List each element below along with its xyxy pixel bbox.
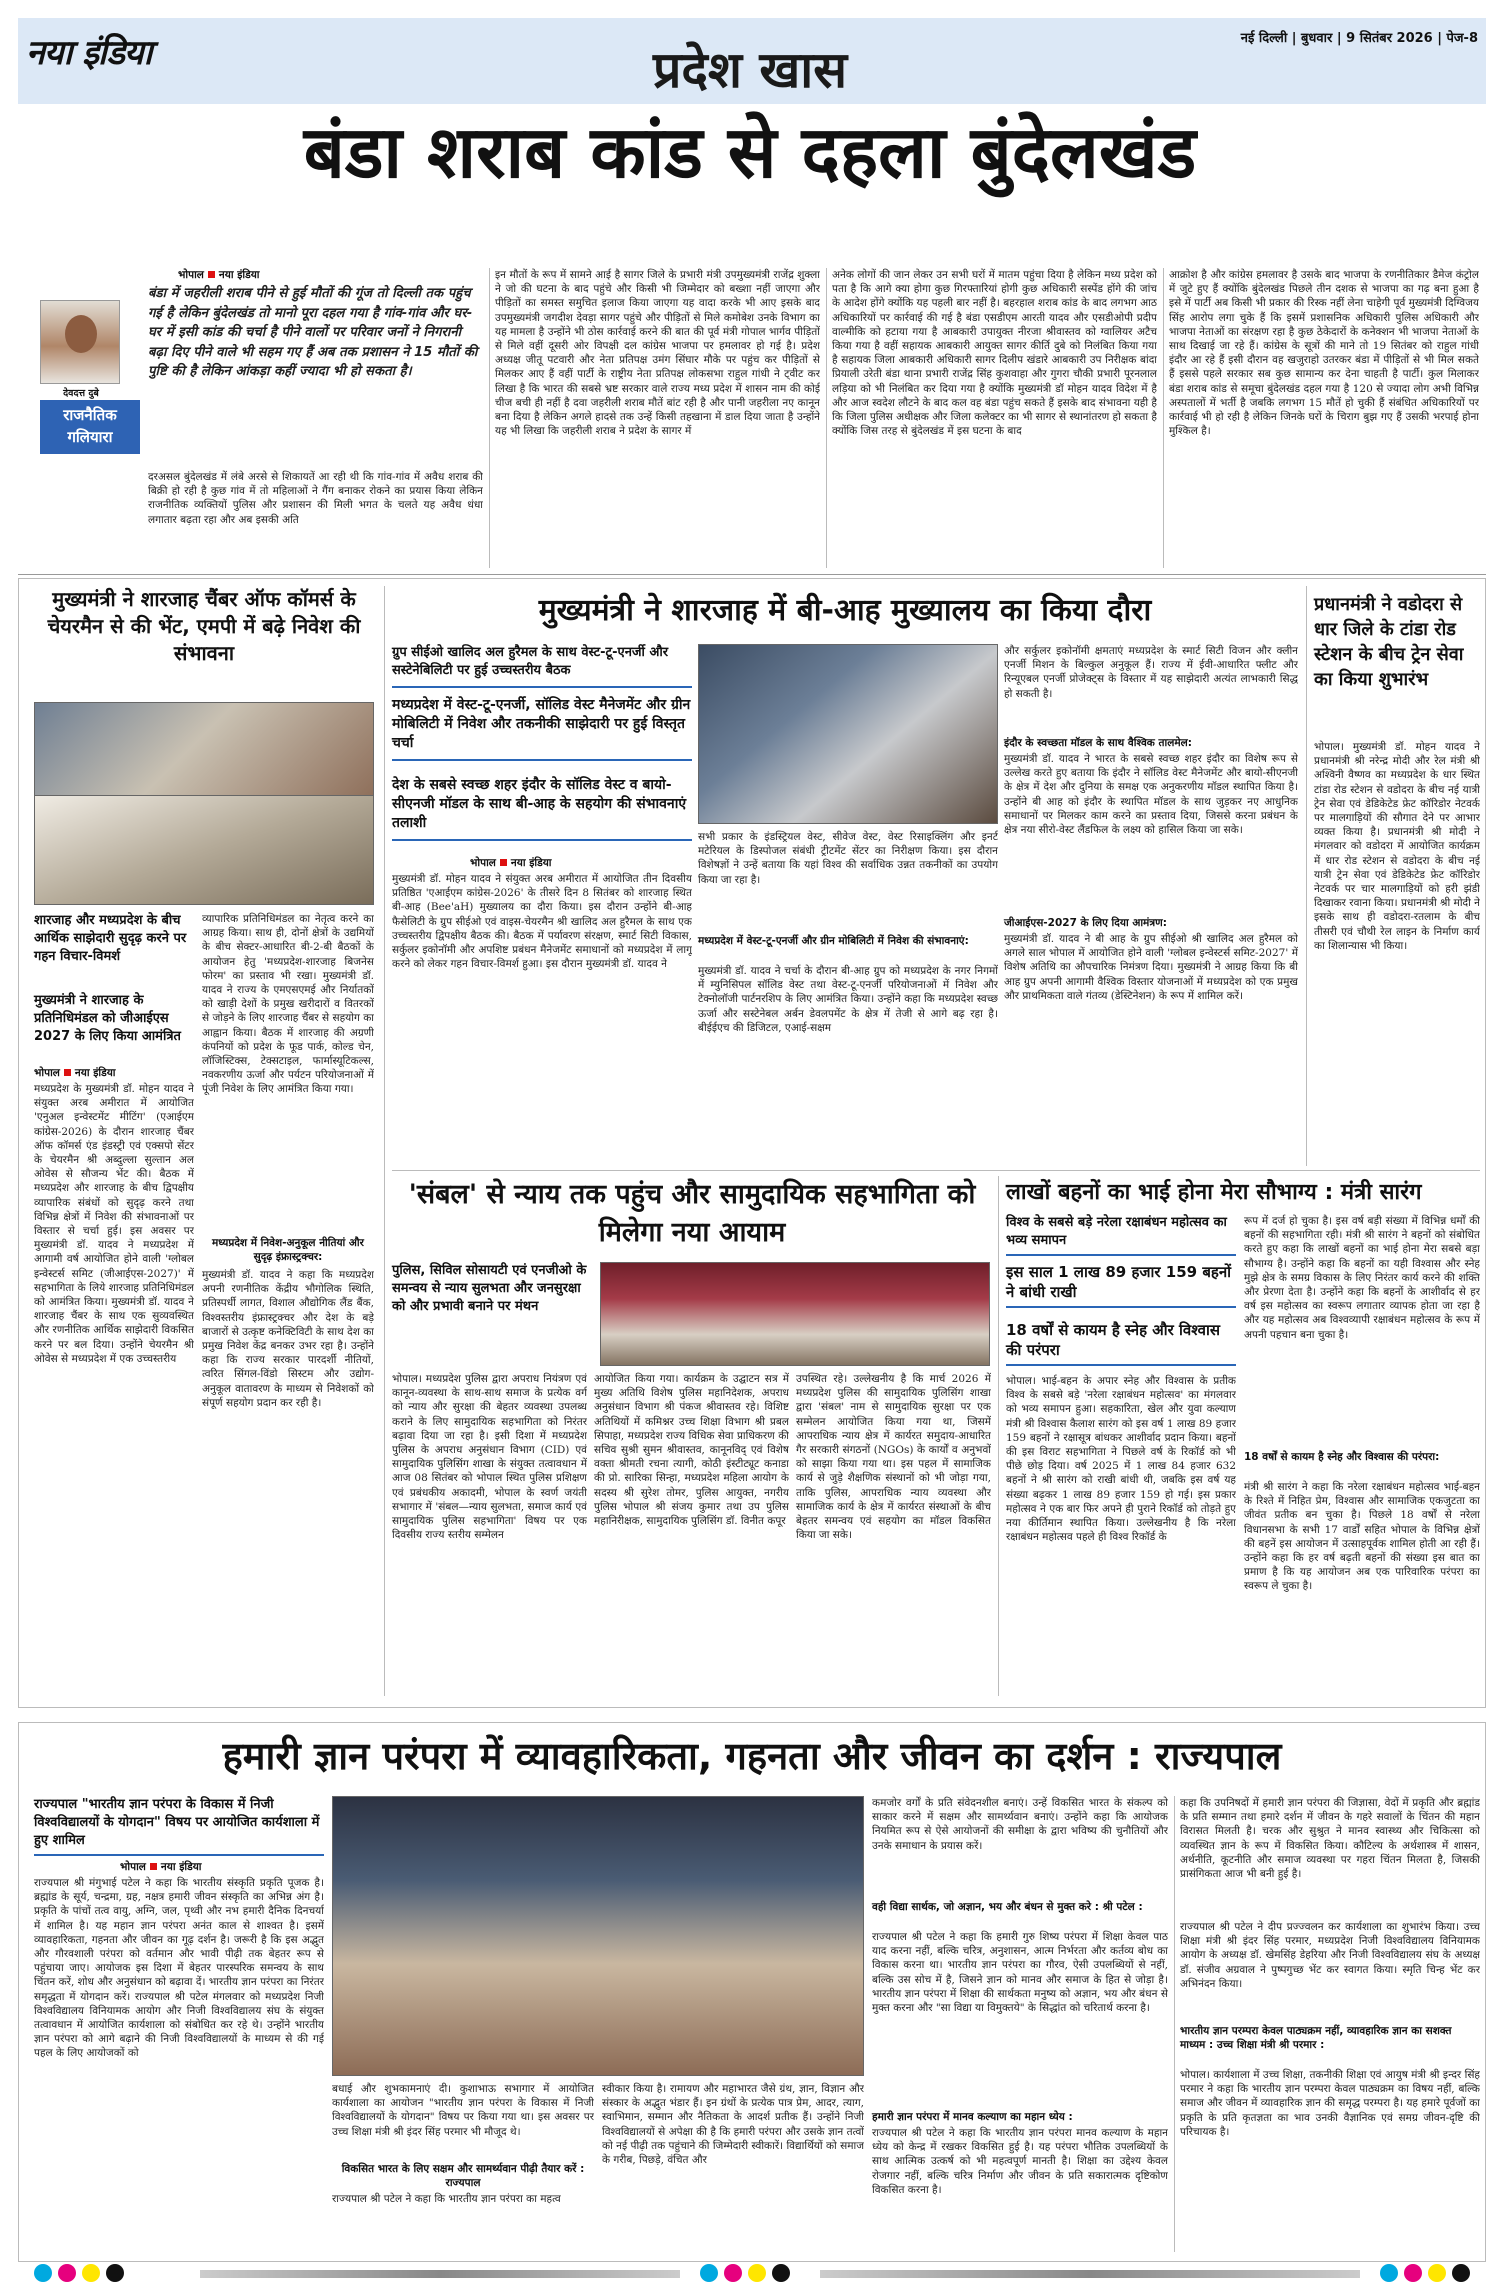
- sambal-sub: पुलिस, सिविल सोसायटी एवं एनजीओ के समन्वय से न्याय सुलभता और जनसुरक्षा को और प्रभावी बनाने पर मंथन: [392, 1263, 587, 1314]
- lead-col2: इन मौतों के रूप में सामने आई है सागर जिले के प्रभारी मंत्री उपमुख्यमंत्री राजेंद्र शुक्ला ने जो की घटना के बाद पहुंचे और किसी भी जिम्मेदार को बख्शा नहीं जाएगा और पीड़ितों का समस्त समुचित इलाज किया जाएगा यह वादा करके भी आए इसके बाद उपमुख्यमंत्री जगदीश देवड़ा सागर पहुंचे और पीड़ितों से मिले कमोबेश उनके विभाग का यह मामला है उन्होंने भी ठोस कार्रवाई करने की बात की पूर्व मंत्री गोपाल भार्गव पीड़ितों से मिले वहीं दूसरी ओर विपक्षी दल कांग्रेस भाजपा पर हमलावर हो गई है। प्रदेश अध्यक्ष जीतू पटवारी और नेता प्रतिपक्ष उमंग सिंघार मौके पर पहुंच कर पीड़ितों से मिलकर आए हैं वहीं पार्टी के राष्ट्रीय नेता प्रतिपक्ष लोकसभा राहुल गांधी ने ट्वीट कर लिखा है कि भारत की सबसे भ्रष्ट सरकार वाले राज्य मध्य प्रदेश में शासन नाम की कोई चीज बची ही नहीं है दवा जहरीली शराब मौतें बांट रही है और पानी जहरीला नए कानून बना दिया है लेकिन अगले हादसे तक उन्हें किसी तहखाना में डाल दिया जाता है उन्होंने यह भी लिखा कि जहरीली शराब ने प्रदेश के सागर में: [495, 269, 820, 438]
- governor-text-h: कहा कि उपनिषदों में हमारी ज्ञान परंपरा की जिज्ञासा, वेदों में प्रकृति और ब्रह्मांड के प्रति सम्मान तथा हमारे दर्शन में जीवन के गहरे सवालों के चिंतन की महान विरासत मिलती है। चरक और सुश्रुत ने मानव स्वास्थ्य और चिकित्सा को व्यवस्थित ज्ञान के रूप में विकसित किया। कौटिल्य के अर्थशास्त्र में शासन, अर्थनीति, कूटनीति और समाज व्यवस्था पर गहरा चिंतन मिलता है, जिसकी प्रासंगिकता आज भी बनी हुई है।: [1180, 1797, 1480, 1881]
- chamber-group-photo: [34, 795, 374, 905]
- governor-sub: राज्यपाल "भारतीय ज्ञान परंपरा के विकास में निजी विश्वविद्यालयों के योगदान" विषय पर आयोजित कार्यशाला में हुए शामिल: [34, 1796, 324, 1856]
- governor-inline-heading3: हमारी ज्ञान परंपरा में मानव कल्याण का महान ध्येय :: [872, 2111, 1073, 2123]
- byline-place: भोपाल: [470, 857, 496, 869]
- sarang-text-b: रूप में दर्ज हो चुका है। इस वर्ष बड़ी संख्या में विभिन्न धर्मों की बहनों की सहभागिता रही। मंत्री श्री सारंग ने बहनों को संबोधित करते हुए कहा कि लाखों बहनों का भाई होना मेरा सबसे बड़ा सौभाग्य है। उन्होंने कहा कि बहनों का यही विश्वास और स्नेह मुझे क्षेत्र के समग्र विकास के लिए निरंतर कार्य करने की शक्ति और प्रेरणा देता है। उन्होंने कहा कि बहनों के आशीर्वाद से हर वर्ष इस महोत्सव का स्वरूप लगातार व्यापक होता जा रहा है और यह महोत्सव अब विश्वव्यापी रक्षाबंधन महोत्सव के रूप में अपनी पहचान बना चुका है।: [1244, 1215, 1480, 1341]
- yellow-dot-icon: [1428, 2264, 1446, 2282]
- byline-square-icon: [208, 271, 215, 278]
- governor-inline-heading: विकसित भारत के लिए सक्षम और सामर्थ्यवान पीढ़ी तैयार करें : राज्यपाल: [341, 2163, 585, 2189]
- dateline: नई दिल्ली | बुधवार | 9 सितंबर 2026 | पेज-8: [1240, 31, 1478, 46]
- byline-source: नया इंडिया: [74, 1067, 116, 1079]
- sharjah-left-sub2: मुख्यमंत्री ने शारजाह के प्रतिनिधिमंडल को जीआईएस 2027 के लिए किया आमंत्रित: [34, 993, 181, 1044]
- governor-inline-heading4: भारतीय ज्ञान परम्परा केवल पाठ्यक्रम नहीं, व्यावहारिक ज्ञान का सशक्त माध्यम : उच्च शिक्षा मंत्री श्री परमार :: [1180, 2025, 1452, 2051]
- governor-headline: हमारी ज्ञान परंपरा में व्यावहारिकता, गहनता और जीवन का दर्शन : राज्यपाल: [222, 1734, 1282, 1778]
- sharjah-main-inline-heading3: जीआईएस-2027 के लिए दिया आमंत्रण:: [1004, 917, 1167, 929]
- sarang-inline-heading: 18 वर्षों से कायम है स्नेह और विश्वास की परंपरा:: [1244, 1451, 1440, 1463]
- governor-text-a: राज्यपाल श्री मंगुभाई पटेल ने कहा कि भारतीय संस्कृति प्रकृति पूजक है। ब्रह्मांड के सूर्य, चन्द्रमा, ग्रह, नक्षत्र हमारी जीवन संस्कृति का अभिन्न अंग है। प्रकृति के पांचों तत्व वायु, अग्नि, जल, पृथ्वी और नभ हमारी दैनिक दिनचर्या में शामिल है। यह महान ज्ञान परंपरा अनंत काल से शाश्वत है। इसमें व्यावहारिकता, गहनता और जीवन का गूढ़ दर्शन है। जरूरी है कि इस अद्भुत और गौरवशाली परंपरा को वर्तमान और भावी पीढ़ी तक बेहतर रूप से पहुंचाया जाए। आयोजक इस दिशा में बेहतर पारस्परिक समन्वय के साथ चिंतन करें, शोध और अनुसंधान को बढ़ावा दें। भारतीय ज्ञान परंपरा का निरंतर समृद्धता में योगदान करें। राज्यपाल श्री पटेल मंगलवार को मध्यप्रदेश निजी विश्वविद्यालय विनियामक आयोग और निजी विश्वविद्यालय संघ के संयुक्त तत्वावधान में आयोजित कार्यशाला को संबोधित कर रहे थे। उन्होंने भारतीय ज्ञान परंपरा को आगे बढ़ाने की निजी विश्वविद्यालयों के माध्यम से की गई पहल के लिए आयोजकों को: [34, 1877, 324, 2060]
- byline-place: भोपाल: [120, 1861, 146, 1873]
- sharjah-main-sub3: देश के सबसे स्वच्छ शहर इंदौर के सॉलिड वेस्ट व बायो-सीएनजी मॉडल के साथ बी-आह के सहयोग की संभावनाएं तलाशी: [392, 776, 692, 841]
- governor-text-i: राज्यपाल श्री पटेल ने दीप प्रज्ज्वलन कर कार्यशाला का शुभारंभ किया। उच्च शिक्षा मंत्री श्री इंदर सिंह परमार, मध्यप्रदेश निजी विश्वविद्यालय विनियामक आयोग के अध्यक्ष डॉ. खेमसिंह डेहरिया और निजी विश्वविद्यालय संघ के अध्यक्ष डॉ. संजीव अग्रवाल ने पुष्पगुच्छ भेंट कर स्वागत किया। स्मृति चिन्ह भेंट कर अभिनंदन किया।: [1180, 1921, 1480, 1990]
- sharjah-left-text-c: मुख्यमंत्री डॉ. यादव ने कहा कि मध्यप्रदेश अपनी रणनीतिक केंद्रीय भौगोलिक स्थिति, प्रतिस्पर्धी लागत, विशाल औद्योगिक लैंड बैंक, विश्वस्तरीय इंफ्रास्ट्रक्चर और देश के बड़े बाजारों से उत्कृष्ट कनेक्टिविटी के साथ देश का प्रमुख निवेश केंद्र बनकर उभर रहा है। उन्होंने कहा कि राज्य सरकार पारदर्शी नीतियों, त्वरित सिंगल-विंडो सिस्टम और उद्योग-अनुकूल वातावरण के माध्यम से निवेशकों को संपूर्ण सहयोग प्रदान कर रही है।: [202, 1269, 374, 1409]
- magenta-dot-icon: [1404, 2264, 1422, 2282]
- section-title: प्रदेश खास: [652, 41, 848, 99]
- sambal-text-b: आयोजित किया गया। कार्यक्रम के उद्घाटन सत्र में मुख्य अतिथि विशेष पुलिस महानिदेशक, अपराध अनुसंधान विभाग श्री पंकज श्रीवास्तव रहे। विशिष्ट अतिथियों में कमिश्नर उच्च शिक्षा विभाग श्री प्रबल सिपाहा, मध्यप्रदेश राज्य विधिक सेवा प्राधिकरण की सचिव सुश्री सुमन श्रीवास्तव, कानूनविद् एवं विशेष वक्ता श्रीमती रचना त्यागी, कोठी इंस्टीट्यूट कनाडा की प्रो. सारिका सिन्हा, मध्यप्रदेश महिला आयोग के सदस्य श्री सुरेश तोमर, पुलिस आयुक्त, नगरीय पुलिस भोपाल श्री संजय कुमार तथा उप पुलिस महानिरीक्षक, सामुदायिक पुलिसिंग डॉ. विनीत कपूर: [594, 1373, 789, 1528]
- byline-source: नया इंडिया: [160, 1861, 202, 1873]
- byline-square-icon: [150, 1863, 157, 1870]
- cyan-dot-icon: [1380, 2264, 1398, 2282]
- cyan-dot-icon: [700, 2264, 718, 2282]
- yellow-dot-icon: [82, 2264, 100, 2282]
- sharjah-main-byline: [470, 856, 552, 870]
- author-name: देवदत्त दुबे: [63, 388, 99, 399]
- magenta-dot-icon: [58, 2264, 76, 2282]
- sharjah-main-text-e: मुख्यमंत्री डॉ. यादव ने भारत के सबसे स्वच्छ शहर इंदौर का विशेष रूप से उल्लेख करते हुए बताया कि इंदौर ने सॉलिड वेस्ट मैनेजमेंट और बायो-सीएनजी के क्षेत्र में देश और दुनिया के समक्ष एक अनुकरणीय मॉडल स्थापित किया है। उन्होंने बी आह को इंदौर के स्थापित मॉडल के साथ जुड़कर नए आधुनिक समाधानों पर मिलकर काम करने का प्रस्ताव दिया, जिससे करना प्रबंधन के क्षेत्र नया सीरो-वेस्ट लैंडफिल के लक्ष्य को हासिल किया जा सके।: [1004, 753, 1298, 837]
- author-face-icon: [65, 315, 97, 353]
- sarang-text-c: मंत्री श्री सारंग ने कहा कि नरेला रक्षाबंधन महोत्सव भाई-बहन के रिश्ते में निहित प्रेम, विश्वास और सामाजिक एकजुटता का जीवंत प्रतीक बन चुका है। पिछले 18 वर्षों से नरेला विधानसभा के सभी 17 वार्डों सहित भोपाल के विभिन्न क्षेत्रों की बहनें इस आयोजन में उत्साहपूर्वक शामिल होती आ रही हैं। उन्होंने कहा कि हर वर्ष बढ़ती बहनों की संख्या इस बात का प्रमाण है कि यह आयोजन अब एक पारिवारिक परंपरा का स्वरूप ले चुका है।: [1244, 1481, 1480, 1593]
- sharjah-main-inline-heading: मध्यप्रदेश में वेस्ट-टू-एनर्जी और ग्रीन मोबिलिटी में निवेश की संभावनाएं:: [698, 935, 969, 947]
- cyan-dot-icon: [34, 2264, 52, 2282]
- author-photo: [40, 300, 120, 384]
- paper-name: नया इंडिया: [26, 33, 152, 73]
- byline-place: भोपाल: [34, 1067, 60, 1079]
- black-dot-icon: [772, 2264, 790, 2282]
- sarang-text-a: भोपाल। भाई-बहन के अपार स्नेह और विश्वास के प्रतीक विश्व के सबसे बड़े 'नरेला रक्षाबंधन महोत्सव' का मंगलवार को भव्य समापन हुआ। सहकारिता, खेल और युवा कल्याण मंत्री श्री विश्वास कैलाश सारंग को इस वर्ष 1 लाख 89 हजार 159 बहनों ने रक्षासूत्र बांधकर आशीर्वाद प्रदान किया। बहनों की इस विराट सहभागिता ने पिछले वर्ष के रिकॉर्ड को भी पीछे छोड़ दिया। वर्ष 2025 में 1 लाख 84 हजार 632 बहनों ने श्री सारंग को राखी बांधी थी, जबकि इस वर्ष यह संख्या बढ़कर 1 लाख 89 हजार 159 हो गई। इस प्रकार महोत्सव ने एक बार फिर अपने ही पुराने रिकॉर्ड को तोड़ते हुए नया कीर्तिमान स्थापित किया। उल्लेखनीय है कि नरेला रक्षाबंधन महोत्सव पहले ही विश्व रिकॉर्ड के: [1006, 1375, 1236, 1544]
- lead-intro: बंडा में जहरीली शराब पीने से हुई मौतों की गूंज तो दिल्ली तक पहुंच गई है लेकिन बुंदेलखंड तो मानो पूरा दहल गया है गांव-गांव और घर-घर में इसी कांड की चर्चा है पीने वालों पर परिवार जनों ने निगरानी बढ़ा दिए पीने वाले भी सहम गए हैं अब तक प्रशासन ने 15 मौतों की पुष्टि की है लेकिन आंकड़ा कहीं ज्यादा भी हो सकता है।: [148, 286, 478, 379]
- byline-source: नया इंडिया: [510, 857, 552, 869]
- column-name-box: [40, 400, 140, 454]
- governor-text-b: बधाई और शुभकामनाएं दी। कुशाभाऊ सभागार में आयोजित कार्यशाला का आयोजन "भारतीय ज्ञान परंपरा के विकास में निजी विश्वविद्यालयों के योगदान" विषय पर किया गया था। इस अवसर पर उच्च शिक्षा मंत्री श्री इंदर सिंह परमार भी मौजूद थे।: [332, 2083, 594, 2138]
- sharjah-main-text-c: मुख्यमंत्री डॉ. यादव ने चर्चा के दौरान बी-आह ग्रुप को मध्यप्रदेश के नगर निगमों में म्युनिसिपल सॉलिड वेस्ट तथा वेस्ट-टू-एनर्जी परियोजनाओं में निवेश और टेक्नोलॉजी पार्टनरशिप के लिए आमंत्रित किया। उन्होंने कहा कि मध्यप्रदेश स्वच्छ ऊर्जा और सस्टेनेबल अर्बन डेवलपमेंट के क्षेत्र में तेजी से आगे बढ़ रहा है। बीईईएच की डिजिटल, एआई-सक्षम: [698, 965, 998, 1034]
- lead-byline: [178, 268, 260, 282]
- print-marks-center: [700, 2264, 796, 2282]
- byline-square-icon: [500, 859, 507, 866]
- black-dot-icon: [106, 2264, 124, 2282]
- sharjah-main-inline-heading2: इंदौर के स्वच्छता मॉडल के साथ वैश्विक तालमेल:: [1004, 737, 1192, 749]
- magenta-dot-icon: [724, 2264, 742, 2282]
- sharjah-main-text-a: मुख्यमंत्री डॉ. मोहन यादव ने संयुक्त अरब अमीरात में आयोजित तीन दिवसीय प्रतिष्ठित 'एआईएम कांग्रेस-2026' के तीसरे दिन 8 सितंबर को शारजाह स्थित बी-आह (Bee'aH) मुख्यालय का दौरा किया। इस दौरान उन्होंने बी-आह फैसेलिटी के ग्रुप सीईओ एवं वाइस-चेयरमैन श्री खालिद अल हुरैमल के साथ एक उच्चस्तरीय द्विपक्षीय बैठक की। बैठक में पर्यावरण संरक्षण, स्मार्ट सिटी विकास, सर्कुलर इकोनॉमी और अपशिष्ट प्रबंधन मैनेजमेंट समाधानों को मध्यप्रदेश में लागू करने को लेकर गहन विचार-विमर्श हुआ। इस दौरान मुख्यमंत्री डॉ. यादव ने: [392, 873, 692, 971]
- lead-col3: अनेक लोगों की जान लेकर उन सभी घरों में मातम पहुंचा दिया है लेकिन मध्य प्रदेश को पता है कि आगे क्या होगा कुछ गिरफ्तारियां होगी कुछ अधिकारी सस्पेंड होंगे की जांच के आदेश होंगे क्योंकि यह पहली बार नहीं है। बहरहाल शराब कांड के बाद लगभग आठ अधिकारियों पर कार्रवाई की गई है बंडा एसडीएम आरती यादव और एसडीओपी प्रदीप वाल्मीकि को हटाया गया है आबकारी उपायुक्त नीरजा श्रीवास्तव को ग्वालियर अटैच किया गया है वहीं सहायक आबकारी आयुक्त सागर कीर्ति दुबे को निलंबित किया गया है सहायक जिला आबकारी अधिकारी सागर दिलीप खंडारे आबकारी उप निरीक्षक बांदा प्रियाली उरेती बंडा थाना प्रभारी राजेंद्र सिंह कुशवाहा और गुगरा चौकी प्रभारी पूरनलाल लड़िया को भी निलंबित कर दिया गया है क्योंकि मुख्यमंत्री डॉ मोहन यादव विदेश में है और आज स्वदेश लौटने के बाद कल वह बंडा पहुंच सकते हैं इसके बाद संभावना यही है कि जिला पुलिस अधीक्षक और जिला कलेक्टर का भी सागर से स्थानांतरण हो सकता है क्योंकि जिस तरह से बुंदेलखंड में इस घटना के बाद: [832, 269, 1157, 438]
- governor-text-d: स्वीकार किया है। रामायण और महाभारत जैसे ग्रंथ, ज्ञान, विज्ञान और संस्कार के अद्भुत भंडार हैं। इन ग्रंथों के प्रत्येक पात्र प्रेम, आदर, त्याग, स्वाभिमान, सम्मान और नैतिकता के आदर्श प्रतीक हैं। उन्होंने निजी विश्वविद्यालयों से अपेक्षा की है कि हमारी परंपरा और उसके ज्ञान तत्वों को नई पीढ़ी तक पहुंचाने की जिम्मेदारी स्वीकारें। विद्यार्थियों को समाज के गरीब, पिछड़े, वंचित और: [602, 2083, 864, 2167]
- governor-text-g: राज्यपाल श्री पटेल ने कहा कि भारतीय ज्ञान परंपरा मानव कल्याण के महान ध्येय को केन्द्र में रखकर विकसित हुई है। यह परंपरा भौतिक उपलब्धियों के साथ आत्मिक उत्कर्ष को भी महत्वपूर्ण मानती है। शिक्षा का उद्देश्य केवल रोजगार नहीं, बल्कि चरित्र निर्माण और जीवन के प्रति सकारात्मक दृष्टिकोण विकसित करना है।: [872, 2127, 1168, 2196]
- sharjah-main-headline: मुख्यमंत्री ने शारजाह में बी-आह मुख्यालय का किया दौरा: [538, 593, 1152, 628]
- byline-place: भोपाल: [178, 269, 204, 281]
- sharjah-left-text-a: मध्यप्रदेश के मुख्यमंत्री डॉ. मोहन यादव ने संयुक्त अरब अमीरात में आयोजित 'एनुअल इन्वेस्टमेंट मीटिंग' (एआईएम कांग्रेस-2026) के दौरान शारजाह चैंबर ऑफ कॉमर्स एंड इंडस्ट्री एवं एक्सपो सेंटर के चेयरमैन श्री अब्दुल्ला सुल्तान अल ओवेस से सौजन्य भेंट की। बैठक में मध्यप्रदेश और शारजाह के बीच द्विपक्षीय व्यापारिक संबंधों को सुदृढ़ करने तथा विभिन्न क्षेत्रों में निवेश की संभावनाओं पर विस्तार से चर्चा हुई। इस अवसर पर मुख्यमंत्री डॉ. यादव ने मध्यप्रदेश में आगामी वर्ष आयोजित होने वाली 'ग्लोबल इन्वेस्टर्स समिट (जीआईएस-2027)' में सहभागिता के लिये शारजाह प्रतिनिधिमंडल को आमंत्रित किया। मुख्यमंत्री डॉ. यादव ने शारजाह चैंबर के साथ एक सुव्यवस्थित और रणनीतिक आर्थिक साझेदारी विकसित करने पर बल दिया। उन्होंने चेयरमैन श्री ओवेस से मध्यप्रदेश में एक उच्चस्तरीय: [34, 1083, 194, 1365]
- sharjah-main-text-f: मुख्यमंत्री डॉ. यादव ने बी आह के ग्रुप सीईओ श्री खालिद अल हुरैमल को अगले साल भोपाल में आयोजित होने वाली 'ग्लोबल इन्वेस्टर्स समिट-2027' में विशेष अतिथि का औपचारिक निमंत्रण दिया। मुख्यमंत्री ने आग्रह किया कि बी आह ग्रुप अपनी आगामी वैश्विक विस्तार योजनाओं में मध्यप्रदेश को एक प्रमुख और प्राथमिकता वाले गंतव्य (डेस्टिनेशन) के रूप में शामिल करें।: [1004, 933, 1298, 1002]
- sharjah-left-text-b: व्यापारिक प्रतिनिधिमंडल का नेतृत्व करने का आग्रह किया। साथ ही, दोनों क्षेत्रों के उद्यमियों के बीच सेक्टर-आधारित बी-2-बी बैठकों के आयोजन हेतु 'मध्यप्रदेश-शारजाह बिजनेस फोरम' का प्रस्ताव भी रखा। मुख्यमंत्री डॉ. यादव ने राज्य के एमएसएमई और निर्यातकों को खाड़ी देशों के प्रमुख खरीदारों व वितरकों से जोड़ने के लिए शारजाह चैंबर से सहयोग का आह्वान किया। बैठक में शारजाह की अग्रणी कंपनियों को प्रदेश के फूड पार्क, कोल्ड चेन, लॉजिस्टिक्स, टेक्सटाइल, फार्मास्यूटिकल्स, नवकरणीय ऊर्जा और पर्यटन परियोजनाओं में पूंजी निवेश के लिए आमंत्रित किया गया।: [202, 913, 374, 1096]
- sarang-sub3: 18 वर्षों से कायम है स्नेह और विश्वास की परंपरा: [1006, 1320, 1236, 1366]
- color-bar: [200, 2270, 680, 2278]
- vadodara-text: भोपाल। मुख्यमंत्री डॉ. मोहन यादव ने प्रधानमंत्री श्री नरेन्द्र मोदी और रेल मंत्री श्री अश्विनी वैष्णव का मध्यप्रदेश के धार स्थित टांडा रोड स्टेशन से वडोदरा के बीच नई यात्री ट्रेन सेवा एवं डेडिकेटेड फ्रेट कॉरिडोर नेटवर्क पर मालगाड़ियों की सौगात देने पर आभार व्यक्त किया है। प्रधानमंत्री श्री मोदी ने मंगलवार को वडोदरा में आयोजित कार्यक्रम में धार रोड स्टेशन से वडोदरा के बीच नई यात्री ट्रेन सेवा एवं डेडिकेटेड फ्रेट कॉरिडोर नेटवर्क पर चार मालगाड़ियों को हरी झंडी दिखाकर रवाना किया। प्रधानमंत्री श्री मोदी ने इसके साथ ही वडोदरा-रतलाम के बीच तीसरी एवं चौथी रेल लाइन के निर्माण कार्य का शिलान्यास भी किया।: [1314, 741, 1480, 952]
- governor-byline: [120, 1860, 202, 1874]
- lead-col4: आक्रोश है और कांग्रेस हमलावर है उसके बाद भाजपा के रणनीतिकार डैमेज कंट्रोल में जुटे हुए हैं क्योंकि बुंदेलखंड पिछले तीन दशक से भाजपा का गढ़ बना हुआ है इसे में पार्टी अब किसी भी प्रकार की रिस्क नहीं लेना चाहेगी पूर्व मुख्यमंत्री दिग्विजय सिंह आरोप लगा चुके हैं कि इसमें प्रशासनिक अधिकारी पुलिस अधिकारी और भाजपा नेताओं का संरक्षण रहा है कुछ ठेकेदारों के कनेक्शन भी भाजपा नेताओं के साथ दिखाई जा रहे हैं। कांग्रेस के सूत्रों की माने तो 19 सितंबर को राहुल गांधी इंदौर आ रहे हैं इसी दौरान वह खजुराहो उतरकर बंडा में पीड़ितों से भी मिल सकते हैं इससे पहले सरकार सब कुछ सामान्य कर देना चाहती है पार्टी। कुल मिलाकर बंडा शराब कांड से समूचा बुंदेलखंड दहल गया है 120 से ज्यादा लोग अभी विभिन्न अस्पतालों में भर्ती है जबकि लगभग 15 मौतें हो चुकी हैं संबंधित अधिकारियों पर कार्रवाई भी हो रही है लेकिन जिनके घरों के चिराग बुझ गए हैं उसकी भरपाई होना मुश्किल है।: [1169, 269, 1479, 438]
- governor-inline-heading2: वही विद्या सार्थक, जो अज्ञान, भय और बंधन से मुक्त करे : श्री पटेल :: [872, 1901, 1143, 1913]
- sharjah-main-text-b: सभी प्रकार के इंडस्ट्रियल वेस्ट, सीवेज वेस्ट, वेस्ट रिसाइक्लिंग और इनर्ट मटेरियल के डिस्पोजल संबंधी ट्रीटमेंट सेंटर का निरीक्षण किया। इस दौरान विशेषज्ञों ने उन्हें बताया कि यहां विश्व की सर्वाधिक उन्नत तकनीकों का उपयोग किया जा रहा है।: [698, 831, 998, 886]
- sharjah-left-headline: मुख्यमंत्री ने शारजाह चैंबर ऑफ कॉमर्स के चेयरमैन से की भेंट, एमपी में बढ़े निवेश की संभावना: [47, 587, 361, 665]
- sharjah-left-inline-heading: मध्यप्रदेश में निवेश-अनुकूल नीतियां और सुदृढ़ इंफ्रास्ट्रक्चर:: [212, 1237, 364, 1263]
- byline-square-icon: [64, 1069, 71, 1076]
- sarang-sub2: इस साल 1 लाख 89 हजार 159 बहनों ने बांधी राखी: [1006, 1262, 1236, 1308]
- print-marks-right: [1380, 2264, 1476, 2282]
- sharjah-main-text-d: और सर्कुलर इकोनॉमी क्षमताएं मध्यप्रदेश के स्मार्ट सिटी विजन और क्लीन एनर्जी मिशन के बिल्कुल अनुकूल हैं। राज्य में ईवी-आधारित फ्लीट और रिन्यूएबल एनर्जी प्रोजेक्ट्स के विस्तार में यह साझेदारी अत्यंत लाभकारी सिद्ध हो सकती है।: [1004, 645, 1298, 700]
- lead-col1: दरअसल बुंदेलखंड में लंबे अरसे से शिकायतें आ रही थी कि गांव-गांव में अवैध शराब की बिक्री हो रही है कुछ गांव में तो महिलाओं ने गैंग बनाकर रोकने का प्रयास किया लेकिन राजनीतिक व्यक्तियों पुलिस और प्रशासन की मिली भगत के चलते यह अवैध धंधा लगातार बढ़ता रहा और अब इसकी अति: [148, 471, 483, 526]
- vadodara-headline: प्रधानमंत्री ने वडोदरा से धार जिले के टांडा रोड स्टेशन के बीच ट्रेन सेवा का किया शुभारंभ: [1314, 594, 1464, 690]
- governor-text-e: कमजोर वर्गों के प्रति संवेदनशील बनाएं। उन्हें विकसित भारत के संकल्प को साकार करने में सक्षम और सामर्थ्यवान बनाएं। उन्होंने कहा कि आयोजक नियमित रूप से ऐसे आयोजनों की समीक्षा के द्वारा भविष्य की चुनौतियों और उनके समाधान के प्रयास करें।: [872, 1797, 1168, 1852]
- sharjah-main-sub2: मध्यप्रदेश में वेस्ट-टू-एनर्जी, सॉलिड वेस्ट मैनेजमेंट और ग्रीन मोबिलिटी में निवेश और तकनीकी साझेदारी पर हुई विस्तृत चर्चा: [392, 696, 692, 761]
- governor-workshop-photo: [332, 1796, 864, 2076]
- print-marks-left: [34, 2264, 130, 2282]
- sambal-text-c: उपस्थित रहे। उल्लेखनीय है कि मार्च 2026 में मध्यप्रदेश पुलिस की सामुदायिक पुलिसिंग शाखा द्वारा 'संबल' नाम से सामुदायिक सुरक्षा पर एक सम्मेलन आयोजित किया गया था, जिसमें आपराधिक न्याय क्षेत्र में कार्यरत समुदाय-आधारित गैर सरकारी संगठनों (NGOs) के कार्यों व अनुभवों को साझा किया गया था। इस पहल में सामाजिक कार्य से जुड़े शैक्षणिक संस्थानों को भी जोड़ा गया, ताकि पुलिस, आपराधिक न्याय व्यवस्था और सामाजिक कार्य के क्षेत्र में कार्यरत संस्थाओं के बीच बेहतर समन्वय एवं सहयोग का मॉडल विकसित किया जा सके।: [796, 1373, 991, 1542]
- sarang-headline: लाखों बहनों का भाई होना मेरा सौभाग्य : मंत्री सारंग: [1006, 1180, 1422, 1205]
- lead-headline: बंडा शराब कांड से दहला बुंदेलखंड: [303, 110, 1197, 194]
- color-bar: [820, 2270, 1360, 2278]
- sambal-text-a: भोपाल। मध्यप्रदेश पुलिस द्वारा अपराध नियंत्रण एवं कानून-व्यवस्था के साथ-साथ समाज के प्रत्येक वर्ग को न्याय और सुरक्षा की बेहतर व्यवस्था उपलब्ध कराने के लिए सामुदायिक सहभागिता को निरंतर बढ़ावा दिया जा रहा है। इसी दिशा में मध्यप्रदेश पुलिस के अपराध अनुसंधान विभाग (CID) एवं सामुदायिक पुलिसिंग शाखा के संयुक्त तत्वावधान में आज 08 सितंबर को भोपाल स्थित पुलिस प्रशिक्षण एवं प्रबंधकीय अकादमी, भोपाल के स्वर्ण जयंती सभागार में 'संबल—न्याय सुलभता, समाज कार्य एवं सामुदायिक पुलिस सहभागिता' विषय पर एक दिवसीय राज्य स्तरीय सम्मेलन: [392, 1373, 587, 1542]
- sharjah-left-byline: [34, 1066, 116, 1080]
- yellow-dot-icon: [748, 2264, 766, 2282]
- governor-text-c: राज्यपाल श्री पटेल ने कहा कि भारतीय ज्ञान परंपरा का महत्व: [332, 2193, 561, 2205]
- sarang-sub1: विश्व के सबसे बड़े नरेला रक्षाबंधन महोत्सव का भव्य समापन: [1006, 1214, 1236, 1256]
- governor-text-f: राज्यपाल श्री पटेल ने कहा कि हमारी गुरु शिष्य परंपरा में शिक्षा केवल पाठ याद करना नहीं, बल्कि चरित्र, अनुशासन, आत्म निर्भरता और कर्तव्य बोध का विकास करना था। भारतीय ज्ञान परंपरा का गौरव, ऐसी उपलब्धियों से नहीं, बल्कि उस सोच में है, जिसने ज्ञान को मानव और समाज के हित से जोड़ा है। भारतीय ज्ञान परंपरा में शिक्षा की सार्थकता मनुष्य को अज्ञान, भय और बंधन से मुक्त करना और "सा विद्या या विमुक्तये" के सिद्धांत को चरितार्थ करना है।: [872, 1931, 1168, 2015]
- black-dot-icon: [1452, 2264, 1470, 2282]
- sambal-conference-photo: [600, 1262, 990, 1366]
- governor-text-j: भोपाल। कार्यशाला में उच्च शिक्षा, तकनीकी शिक्षा एवं आयुष मंत्री श्री इन्दर सिंह परमार ने कहा कि भारतीय ज्ञान परम्परा केवल पाठ्यक्रम का विषय नहीं, बल्कि समाज और जीवन में व्यावहारिक ज्ञान की समृद्ध परम्परा है। यह हमारे पूर्वजों का प्रकृति के प्रति कृतज्ञता का भाव उनकी वैज्ञानिक एवं समग्र जीवन-दृष्टि की परिचायक है।: [1180, 2069, 1480, 2138]
- column-name: राजनैतिक गलियारा: [63, 406, 117, 446]
- sharjah-left-sub1: शारजाह और मध्यप्रदेश के बीच आर्थिक साझेदारी सुदृढ़ करने पर गहन विचार-विमर्श: [34, 913, 187, 964]
- sambal-headline: 'संबल' से न्याय तक पहुंच और सामुदायिक सहभागिता को मिलेगा नया आयाम: [408, 1179, 976, 1248]
- byline-source: नया इंडिया: [218, 269, 260, 281]
- bee-ah-visit-photo: [698, 644, 998, 824]
- sharjah-main-sub1: ग्रुप सीईओ खालिद अल हुरैमल के साथ वेस्ट-टू-एनर्जी और सस्टेनेबिलिटी पर हुई उच्चस्तरीय बैठक: [392, 644, 692, 688]
